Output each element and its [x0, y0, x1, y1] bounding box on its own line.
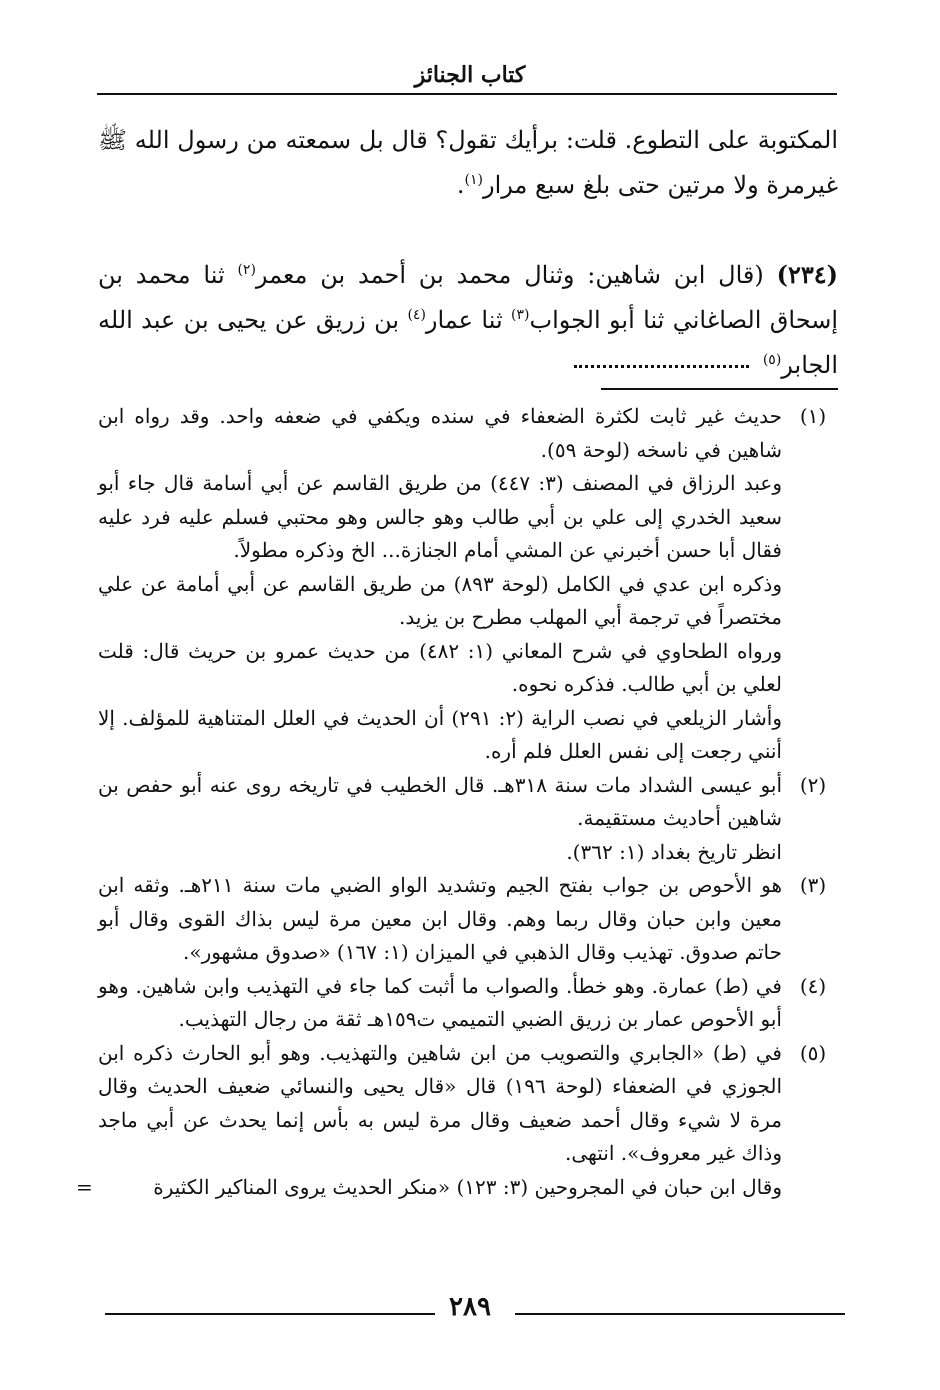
- footnote-text: وعبد الرزاق في المصنف (٣: ٤٤٧) من طريق القاسم عن أبي أسامة قال جاء أبو سعيد الخدري إلى علي بن أبي طالب وهو جالس وهو محتبي فسلم عليه فرد عليه فقال أبا حسن أخبرني عن المشي أمام الجنازة... الخ وذكره مطولاً.: [98, 471, 782, 562]
- footnote: [98, 869, 838, 970]
- footnote-number: (١): [799, 404, 827, 428]
- footnote-text: حديث غير ثابت لكثرة الضعفاء في سنده ويكفي في ضعفه واحد. وقد رواه ابن شاهين في ناسخه (لوحة ٥٩).: [98, 404, 782, 462]
- footnote-text: في (ط) عمارة. وهو خطأ. والصواب ما أثبت كما جاء في التهذيب وابن شاهين. وهو أبو الأحوص عمار بن زريق الضبي التميمي ت١٥٩هـ ثقة من رجال التهذيب.: [98, 973, 782, 1031]
- main-text: [98, 118, 838, 388]
- footnote-separator: [601, 388, 838, 390]
- footnote-text: وأشار الزيلعي في نصب الراية (٢: ٢٩١) أن الحديث في العلل المتناهية للمؤلف. إلا أنني رجعت إلى نفس العلل فلم أره.: [98, 705, 782, 763]
- continuation-mark: =: [76, 1174, 93, 1199]
- footnote-ref: (٣): [511, 307, 530, 323]
- narration-part: بن زريق عن يحيى بن عبد الله الجابر: [98, 306, 838, 379]
- footnote: [98, 400, 838, 769]
- footnote: [98, 970, 838, 1037]
- narration-part: ثنا عمار: [425, 306, 503, 334]
- narration-part: ثنا محمد بن إسحاق الصاغاني ثنا أبو الجواب: [98, 261, 838, 334]
- footnote-text-line: وقال ابن حبان في المجروحين (٣: ١٢٣) «منكر الحديث يروى المناكير الكثيرة: [153, 1174, 782, 1199]
- footer-rule-right: [515, 1313, 845, 1315]
- footnote-text: وذكره ابن عدي في الكامل (لوحة ٨٩٣) من طريق القاسم عن أبي أمامة عن علي مختصراً في ترجمة أبي المهلب مطرح بن يزيد.: [98, 571, 782, 629]
- dotted-line: [574, 365, 749, 368]
- footnote-text: ورواه الطحاوي في شرح المعاني (١: ٤٨٢) من حديث عمرو بن حريث قال: قلت لعلي بن أبي طالب. فذكره نحوه.: [98, 638, 782, 696]
- footnote-ref: (٤): [407, 307, 426, 323]
- footnotes: [76, 400, 838, 1204]
- footnote-text: [76, 1171, 782, 1205]
- footnote-text: أبو عيسى الشداد مات سنة ٣١٨هـ. قال الخطيب في تاريخه روى عنه أبو حفص بن شاهين أحاديث مستقيمة.: [98, 772, 783, 830]
- footnote-ref: (١): [464, 172, 483, 188]
- footnote-text: هو الأحوص بن جواب بفتح الجيم وتشديد الواو الضبي مات سنة ٢١١هـ. وثقه ابن معين وابن حبان وقال ربما وهم. وقال ابن معين مرة ليس بذاك القوى وقال أبو حاتم صدوق. تهذيب وقال الذهبي في الميزان (١: ١٦٧) «صدوق مشهور».: [98, 873, 782, 964]
- footnote-text: انظر تاريخ بغداد (١: ٣٦٢).: [566, 839, 782, 864]
- footnote-number: (٤): [799, 973, 827, 998]
- footnote-number: (٣): [799, 873, 827, 897]
- footnote-number: (٥): [799, 1040, 827, 1065]
- footnote-text: في (ط) «الجابري والتصويب من ابن شاهين والتهذيب. وهو أبو الحارث ذكره ابن الجوزي في الضعفاء (لوحة ١٩٦) قال «قال يحيى والنسائي ضعيف الحديث وقال مرة لا شيء وقال أحمد ضعيف وقال مرة ليس به بأس إنما يحدث عن أبي ماجد وذاك غير معروف». انتهى.: [98, 1040, 782, 1165]
- header-rule: [97, 93, 837, 95]
- hadith-number: (٢٣٤): [776, 260, 838, 289]
- footnote: [76, 1037, 838, 1205]
- paragraph-end: .: [456, 171, 465, 199]
- narration-part: (قال ابن شاهين: وثنال محمد بن أحمد بن معمر: [255, 261, 764, 289]
- paragraph-continuation: [98, 118, 838, 208]
- footnote-ref: (٢): [237, 262, 256, 278]
- page-number: ٢٨٩: [449, 1292, 491, 1322]
- running-header: كتاب الجنائز: [414, 62, 526, 88]
- paragraph-text: المكتوبة على التطوع. قلت: برأيك تقول؟ قال بل سمعته من رسول الله ﷺ غيرمرة ولا مرتين حتى بلغ سبع مرار: [98, 126, 838, 199]
- footnote: [98, 769, 838, 870]
- footnote-ref: (٥): [762, 352, 782, 368]
- narration-paragraph: [98, 252, 838, 388]
- footnote-number: (٢): [799, 772, 827, 797]
